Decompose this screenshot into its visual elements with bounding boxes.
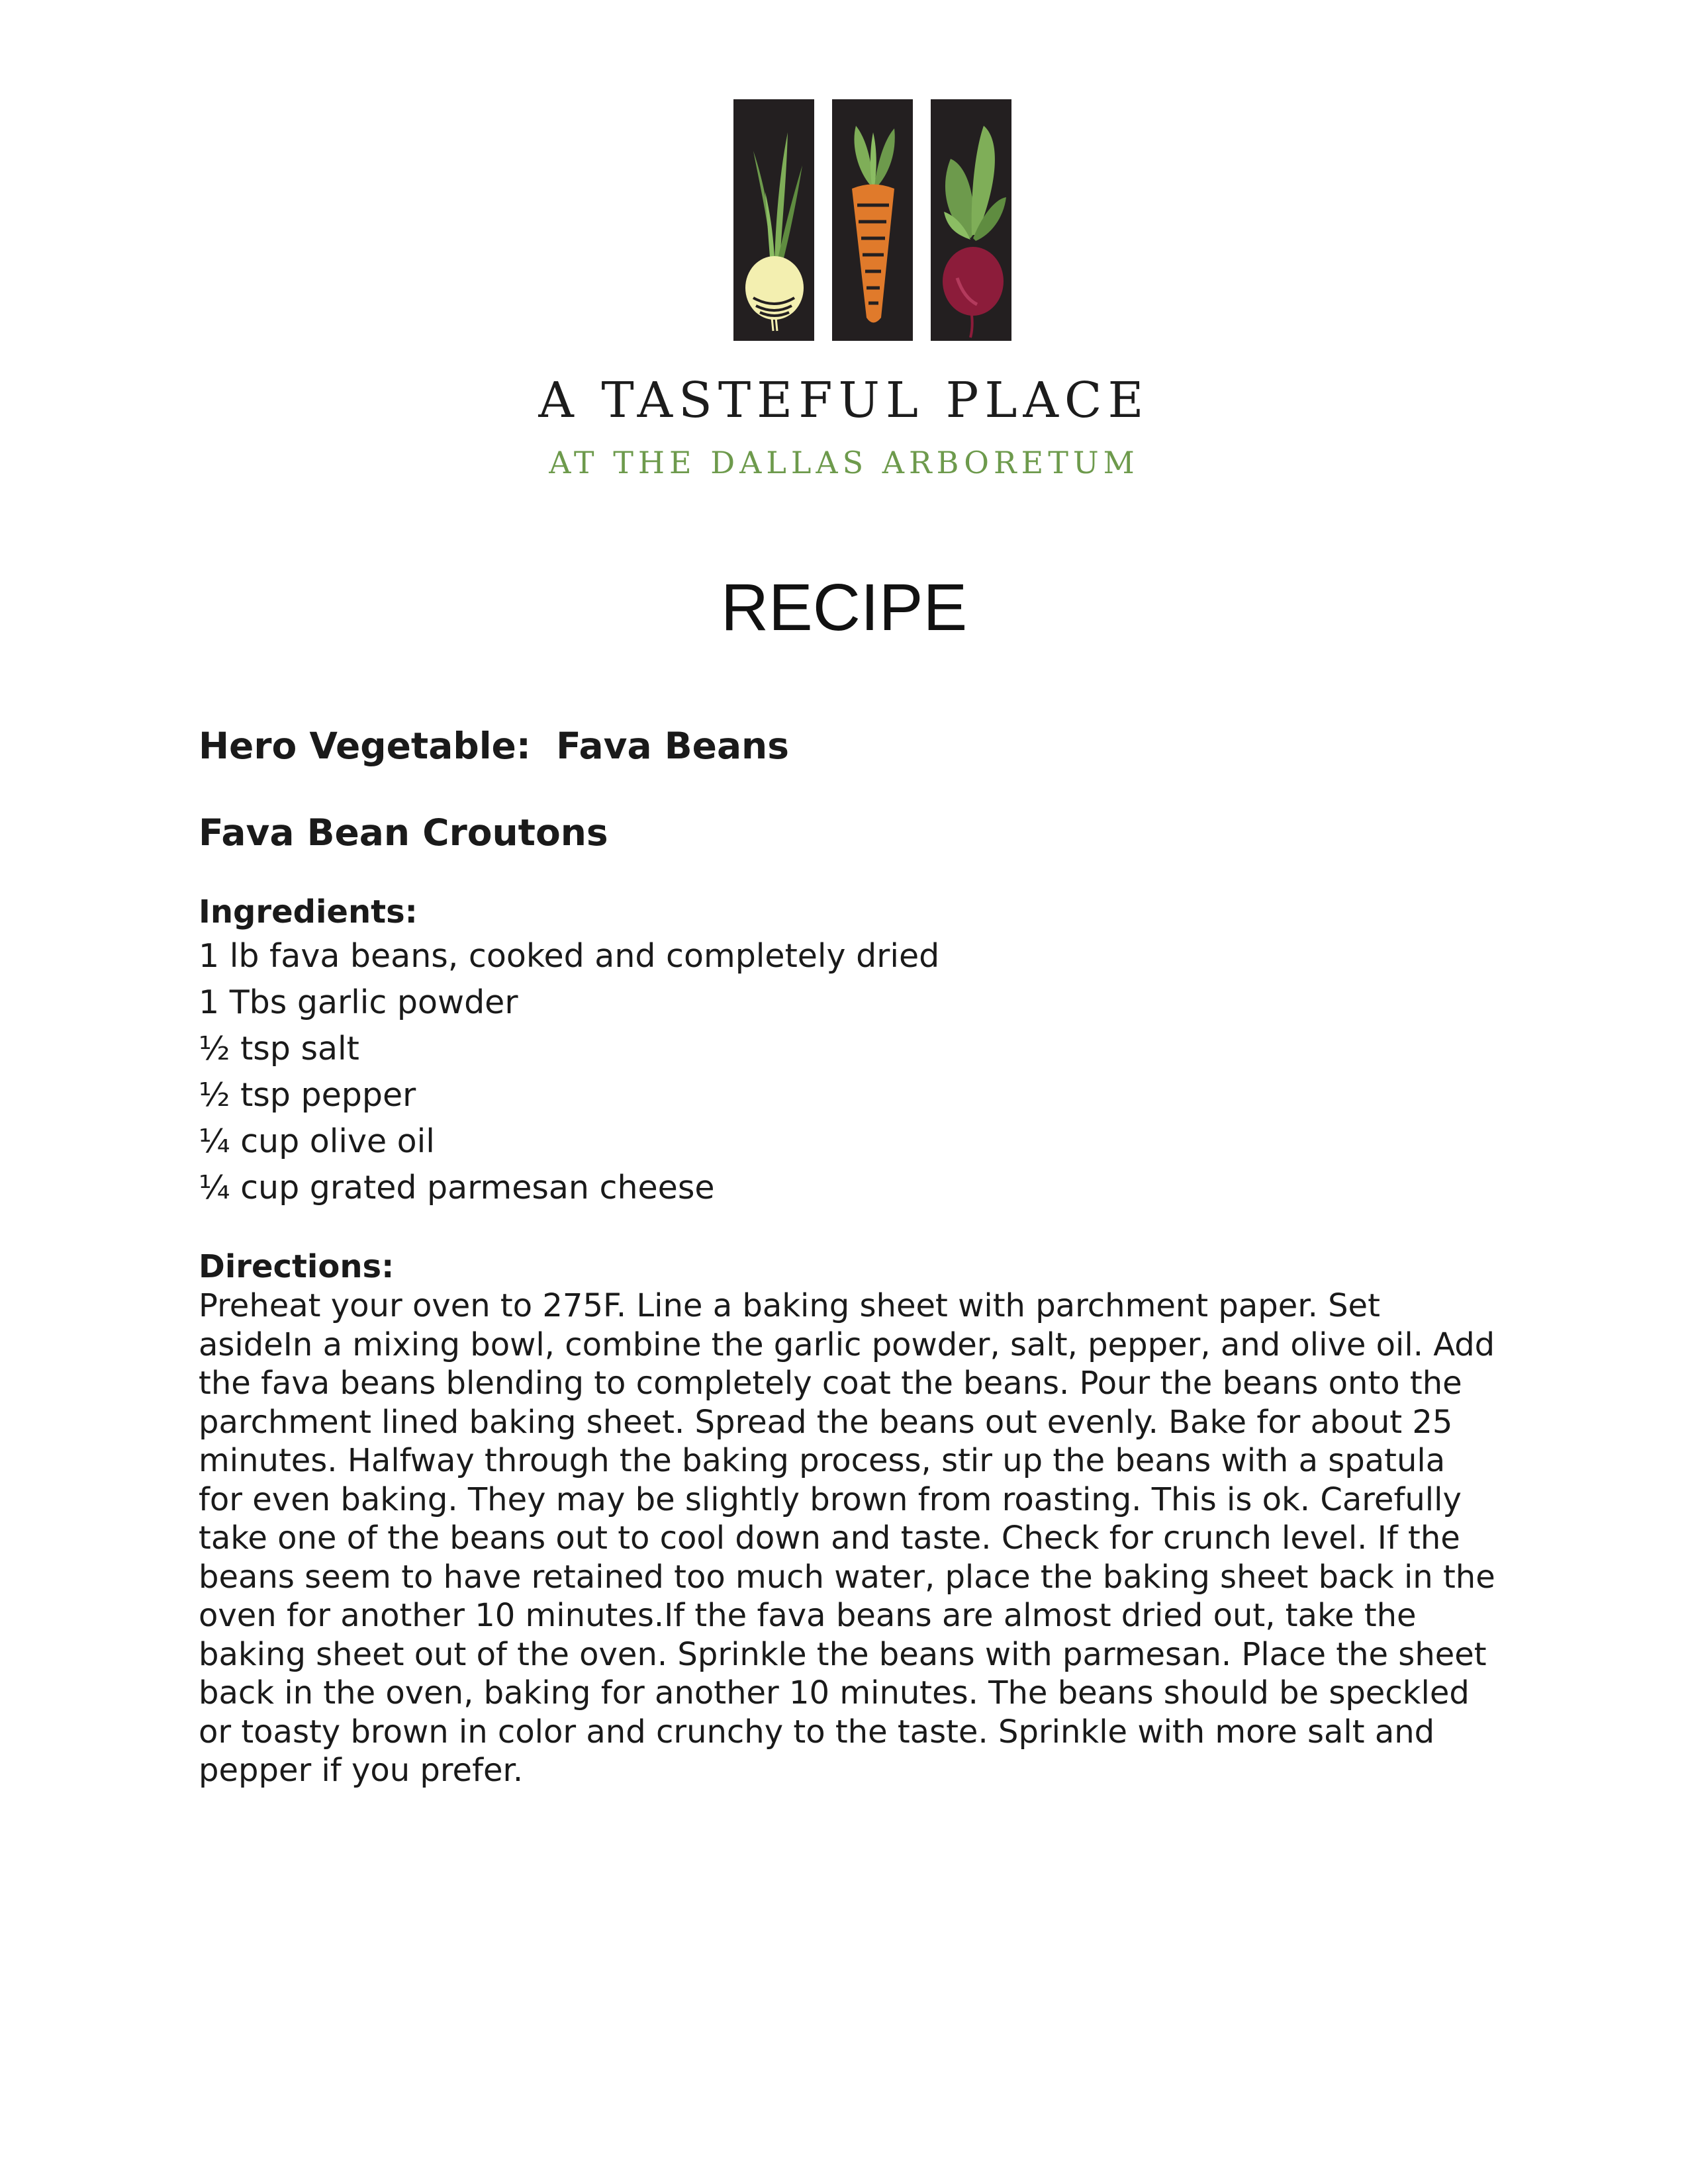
brand-logo [733, 99, 1011, 341]
brand-subtitle: AT THE DALLAS ARBORETUM [549, 445, 1139, 480]
onion-icon [733, 99, 814, 341]
directions-label: Directions: [199, 1248, 395, 1285]
list-item: ½ tsp salt [199, 1030, 359, 1068]
list-item: 1 Tbs garlic powder [199, 983, 518, 1021]
beet-icon [931, 99, 1011, 341]
page-title: RECIPE [720, 570, 968, 645]
carrot-icon [832, 99, 913, 341]
list-item: ½ tsp pepper [199, 1076, 416, 1114]
list-item: 1 lb fava beans, cooked and completely dried [199, 937, 940, 975]
recipe-name: Fava Bean Croutons [199, 811, 608, 854]
ingredients-label: Ingredients: [199, 893, 418, 931]
directions-text: Preheat your oven to 275F. Line a baking sheet with parchment paper. Set asideIn a mixing bowl, combine the garlic powder, salt, pepper, and olive oil. Add the fava beans blending to completely coat the beans. Pour the beans onto the parchment lined baking sheet. Spread the beans out evenly. Bake for about 25 minutes. Halfway through the baking process, stir up the beans with a spatula for even baking. They may be slightly brown from roasting. This is ok. Carefully take one of the beans out to cool down and taste. Check for crunch level. If the beans seem to have retained too much water, place the baking sheet back in the oven for another 10 minutes.If the fava beans are almost dried out, take the baking sheet out of the oven. Sprinkle the beans with parmesan. Place the sheet back in the oven, baking for another 10 minutes. The beans should be speckled or toasty brown in color and crunchy to the taste. Sprinkle with more salt and pepper if you prefer. [199, 1287, 1495, 1789]
list-item: ¼ cup grated parmesan cheese [199, 1169, 715, 1206]
list-item: ¼ cup olive oil [199, 1122, 435, 1160]
ingredients-list [199, 933, 1496, 1211]
hero-vegetable: Hero Vegetable: Fava Beans [199, 725, 789, 767]
recipe-content [199, 725, 1496, 1790]
brand-name: A TASTEFUL PLACE [538, 372, 1150, 429]
